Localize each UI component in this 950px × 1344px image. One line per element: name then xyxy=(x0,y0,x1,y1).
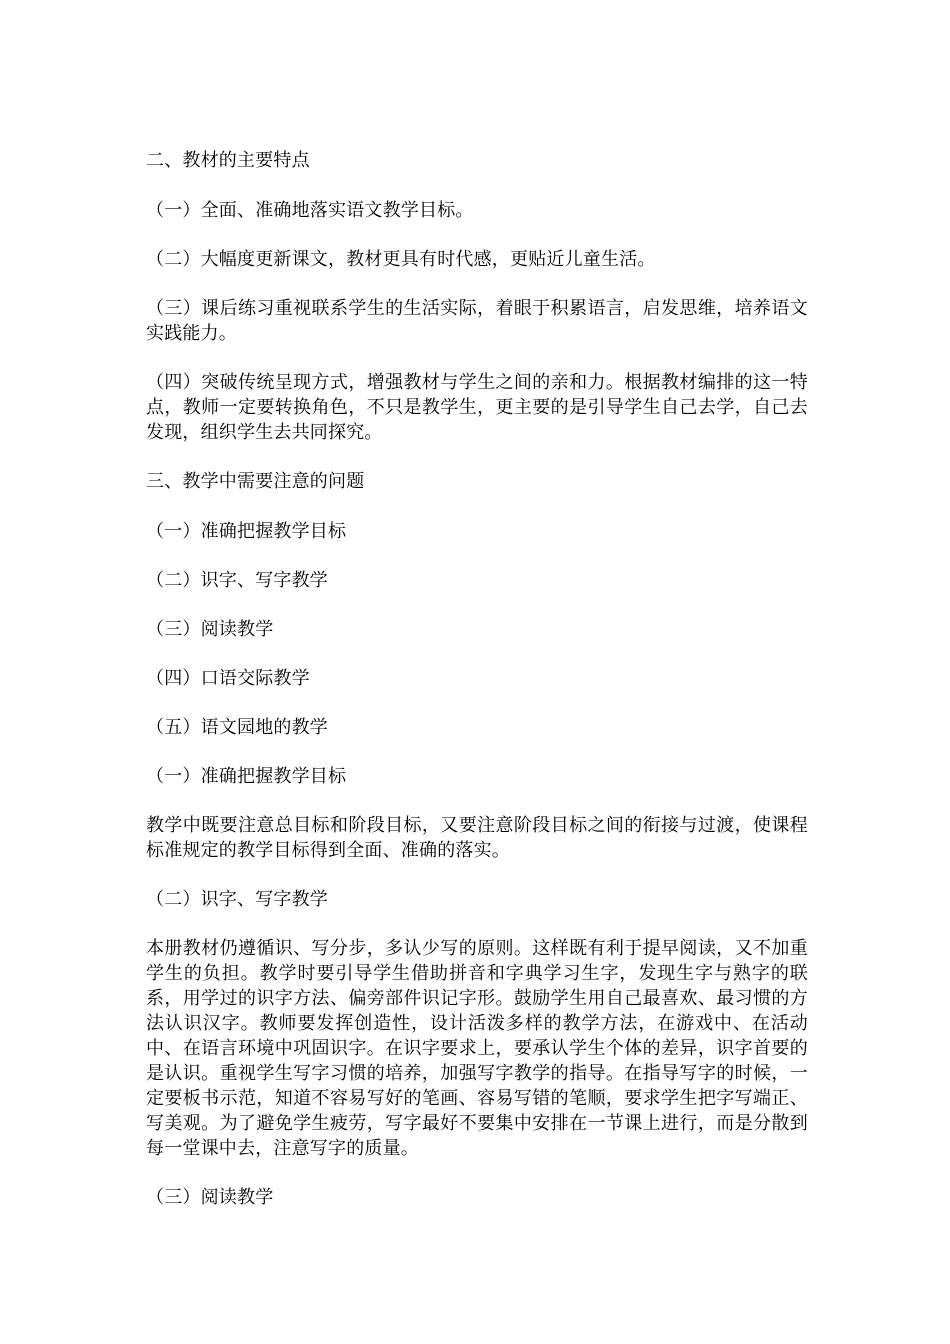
issue-item-5: （五）语文园地的教学 xyxy=(146,717,328,738)
section-heading-2: 二、教材的主要特点 xyxy=(146,150,310,171)
goals-body: 教学中既要注意总目标和阶段目标，又要注意阶段目标之间的衔接与过渡，使课程标准规定的教学目标得到全面、准确的落实。 xyxy=(146,815,808,861)
feature-item-3: （三）课后练习重视联系学生的生活实际，着眼于积累语言，启发思维，培养语文实践能力。 xyxy=(146,298,808,344)
issue-item-1: （一）准确把握教学目标 xyxy=(146,521,347,542)
issue-item-3: （三）阅读教学 xyxy=(146,619,274,640)
literacy-body: 本册教材仍遵循识、写分步，多认少写的原则。这样既有利于提早阅读，又不加重学生的负担。教学时要引导学生借助拼音和字典学习生字，发现生字与熟字的联系，用学过的识字方法、偏旁部件识记字形。鼓励学生用自己最喜欢、最习惯的方法认识汉字。教师要发挥创造性，设计活泼多样的教学方法，在游戏中、在活动中、在语言环境中巩固识字。在识字要求上，要承认学生个体的差异，识字首要的是认识。重视学生写字习惯的培养，加强写字教学的指导。在指导写字的时候，一定要板书示范，知道不容易写好的笔画、容易写错的笔顺，要求学生把字写端正、写美观。为了避免学生疲劳，写字最好不要集中安排在一节课上进行，而是分散到每一堂课中去，注意写字的质量。 xyxy=(146,938,808,1159)
section-heading-3: 三、教学中需要注意的问题 xyxy=(146,471,365,492)
issue-item-2: （二）识字、写字教学 xyxy=(146,570,328,591)
feature-item-2: （二）大幅度更新课文，教材更具有时代感，更贴近儿童生活。 xyxy=(146,249,656,270)
feature-item-4: （四）突破传统呈现方式，增强教材与学生之间的亲和力。根据教材编排的这一特点，教师一定要转换角色，不只是教学生，更主要的是引导学生自己去学，自己去发现，组织学生去共同探究。 xyxy=(146,372,808,443)
feature-item-1: （一）全面、准确地落实语文教学目标。 xyxy=(146,200,474,221)
subheading-literacy: （二）识字、写字教学 xyxy=(146,889,328,910)
subheading-goals: （一）准确把握教学目标 xyxy=(146,766,347,787)
document-body xyxy=(146,148,808,1234)
subheading-reading: （三）阅读教学 xyxy=(146,1187,274,1208)
issue-item-4: （四）口语交际教学 xyxy=(146,668,310,689)
